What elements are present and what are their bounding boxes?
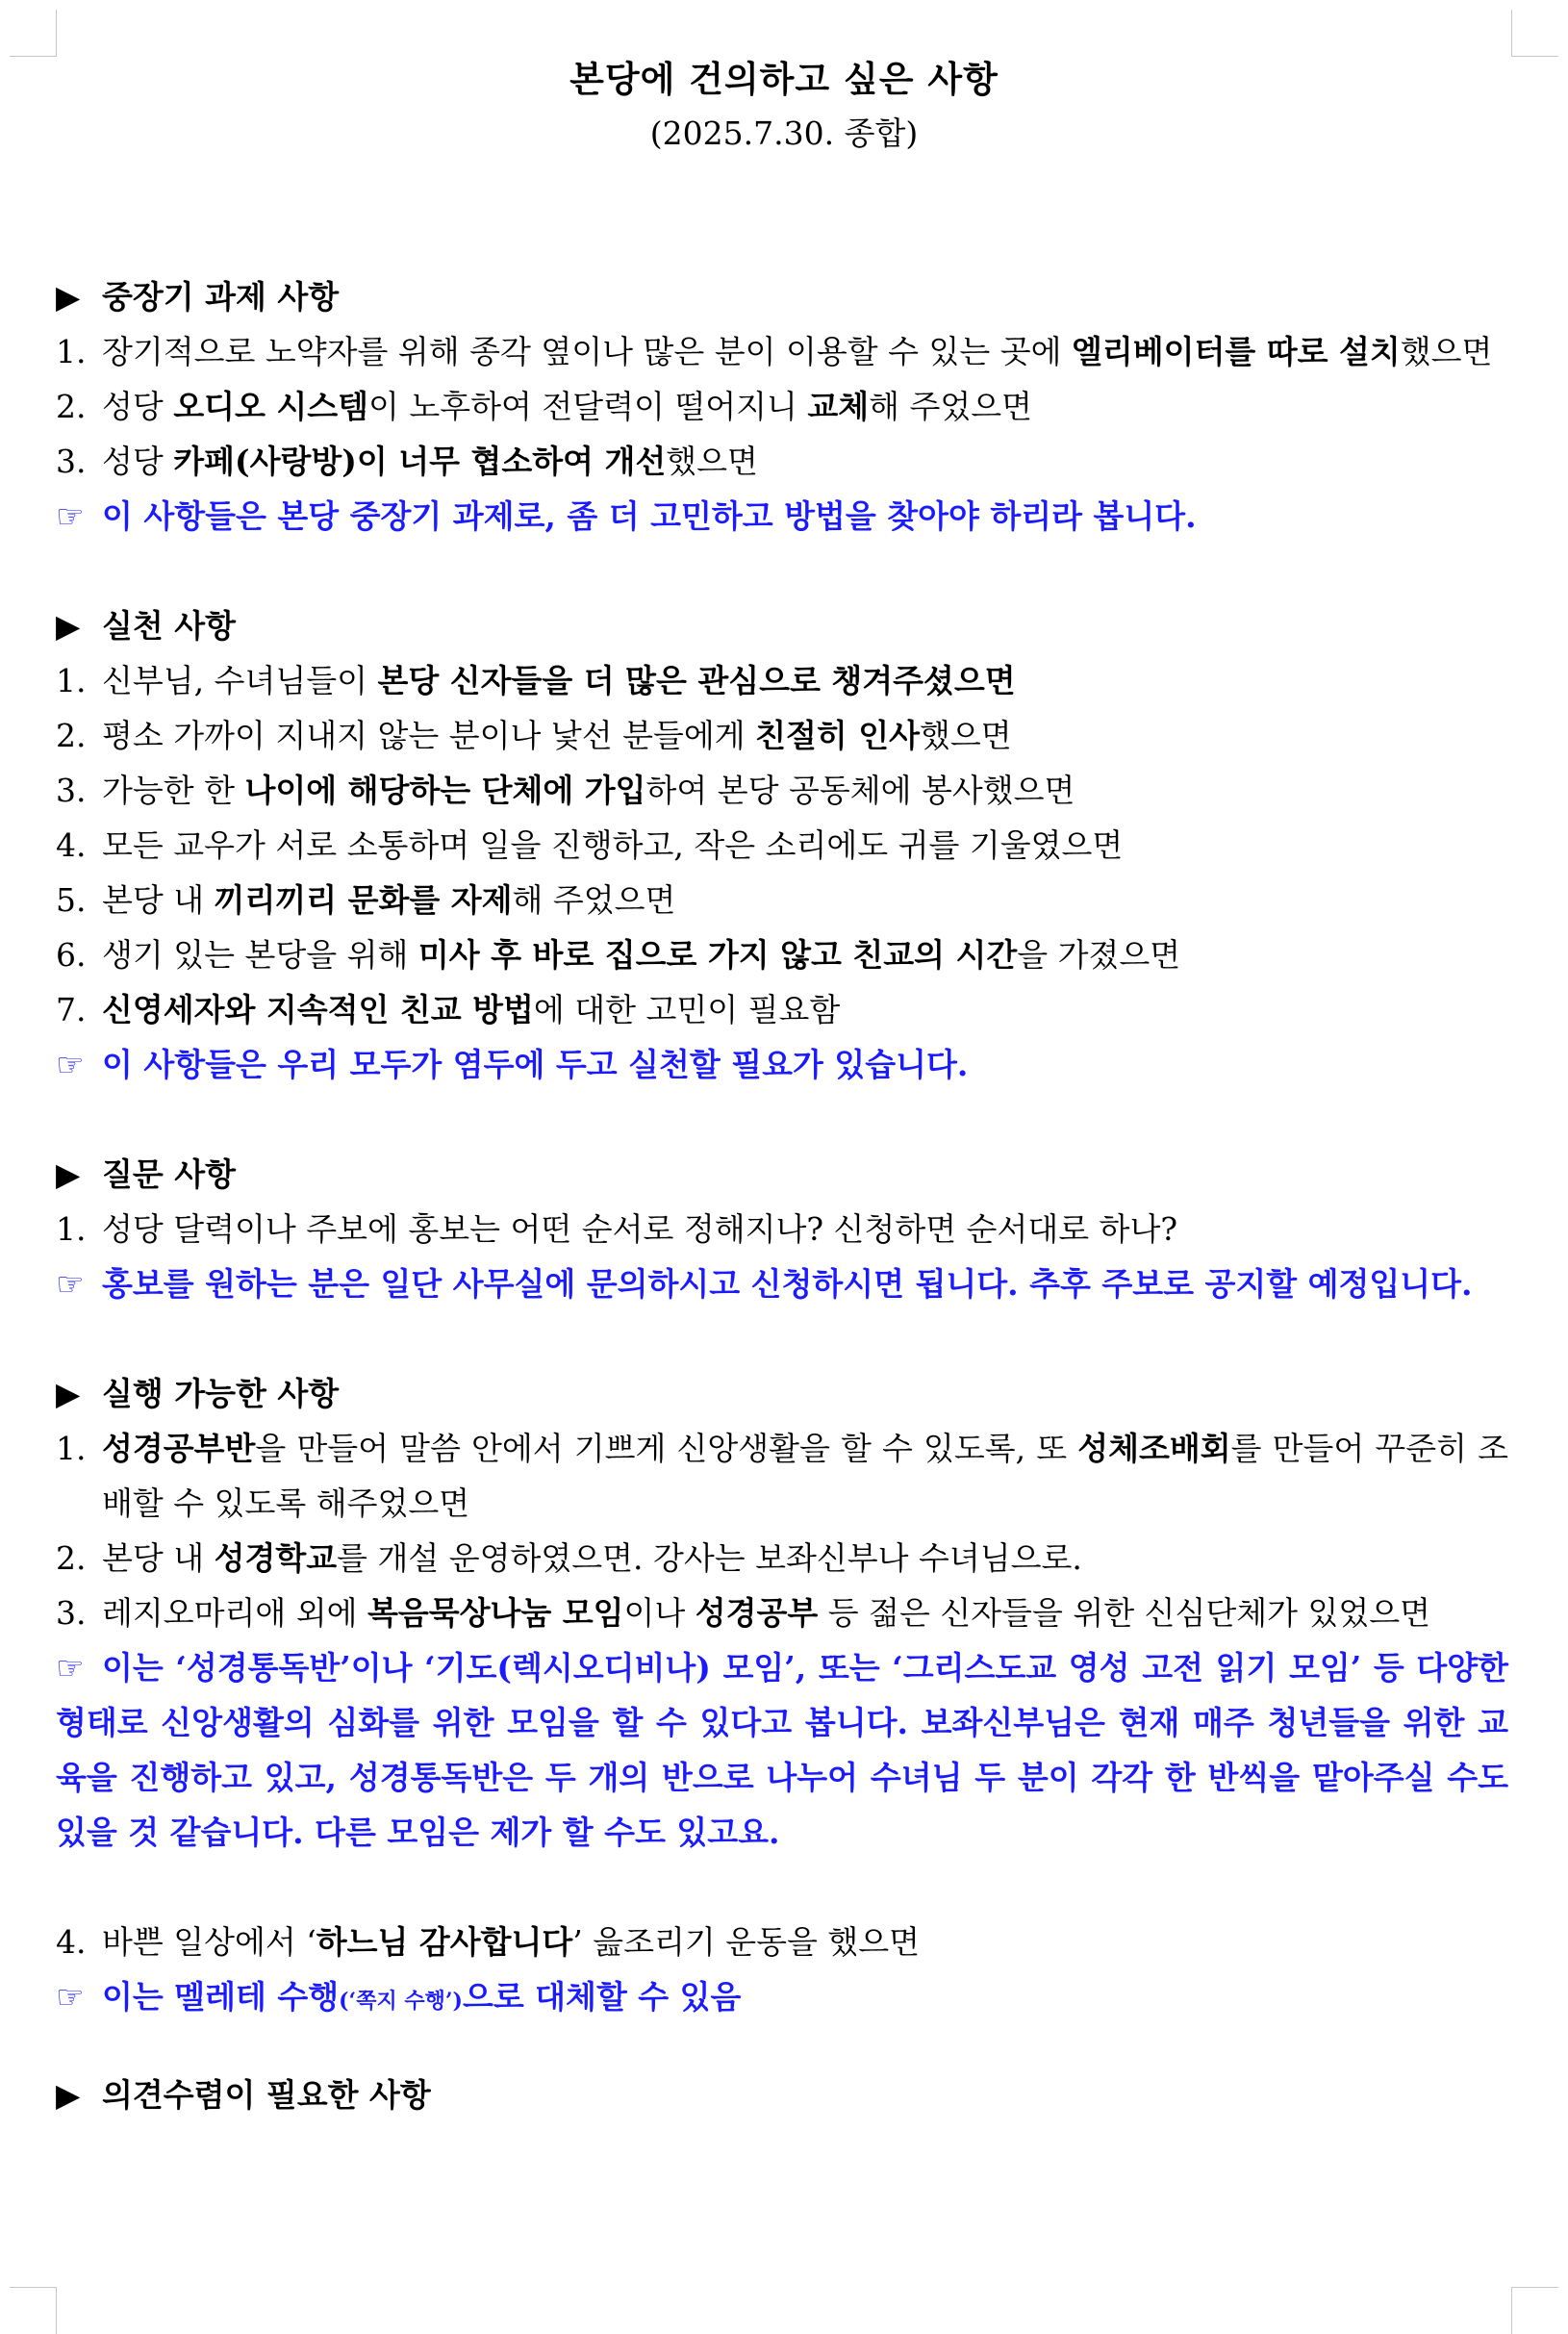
- list-item: 1. 성당 달력이나 주보에 홍보는 어떤 순서로 정해지나? 신청하면 순서대로 하나?: [56, 1210, 1178, 1248]
- list-item: 3. 성당 카페(사랑방)이 너무 협소하여 개선했으면: [56, 443, 758, 480]
- pointing-hand-icon: ☞: [56, 1978, 85, 2016]
- document-body: [56, 269, 1508, 2122]
- triangle-bullet-icon: ▶: [56, 1155, 81, 1193]
- section-heading: ▶ 질문 사항: [56, 1147, 1508, 1202]
- list-item: 3. 레지오마리애 외에 복음묵상나눔 모임이나 성경공부 등 젊은 신자들을 위한 신심단체가 있었으면: [56, 1594, 1431, 1632]
- note-text: ☞ 이 사항들은 본당 중장기 과제로, 좀 더 고민하고 방법을 찾아야 하리라 봅니다.: [56, 489, 1508, 544]
- pointing-hand-icon: ☞: [56, 497, 85, 535]
- section-heading: ▶ 중장기 과제 사항: [56, 269, 1508, 324]
- note-text: ☞ 홍보를 원하는 분은 일단 사무실에 문의하시고 신청하시면 됩니다. 추후 주보로 공지할 예정입니다.: [56, 1256, 1508, 1311]
- note-text: ☞ 이는 ‘성경통독반’이나 ‘기도(렉시오디비나) 모임’, 또는 ‘그리스도교 영성 고전 읽기 모임’ 등 다양한 형태로 신앙생활의 심화를 위한 모임을 할 수 있다고 봅니다. 보좌신부님은 현재 매주 청년들을 위한 교육을 진행하고 있고, 성경통독반은 두 개의 반으로 나누어 수녀님 두 분이 각각 한 반씩을 맡아주실 수도 있을 것 같습니다. 다른 모임은 제가 할 수도 있고요.: [56, 1640, 1508, 1860]
- pointing-hand-icon: ☞: [56, 1649, 85, 1687]
- list-item: 1. 신부님, 수녀님들이 본당 신자들을 더 많은 관심으로 챙겨주셨으면: [56, 662, 1016, 699]
- list-item: 1. 성경공부반을 만들어 말씀 안에서 기쁘게 신앙생활을 할 수 있도록, 또 성체조배회를 만들어 꾸준히 조배할 수 있도록 해주었으면: [56, 1430, 1508, 1522]
- list-item: 4. 모든 교우가 서로 소통하며 일을 진행하고, 작은 소리에도 귀를 기울였으면: [56, 826, 1124, 864]
- list-item: 6. 생기 있는 본당을 위해 미사 후 바로 집으로 가지 않고 친교의 시간을 가졌으면: [56, 936, 1181, 974]
- list-item: 1. 장기적으로 노약자를 위해 종각 옆이나 많은 분이 이용할 수 있는 곳에 엘리베이터를 따로 설치했으면: [56, 333, 1493, 370]
- list-item: 4. 바쁜 일상에서 ‘하느님 감사합니다’ 읊조리기 운동을 했으면: [56, 1923, 921, 1961]
- section-heading: ▶ 실천 사항: [56, 598, 1508, 653]
- page-subtitle: (2025.7.30. 종합): [649, 114, 919, 152]
- page-corner-mark: [10, 2287, 57, 2334]
- triangle-bullet-icon: ▶: [56, 2076, 81, 2114]
- page-title: 본당에 건의하고 싶은 사항: [569, 58, 999, 100]
- page-corner-mark: [1511, 2287, 1558, 2334]
- triangle-bullet-icon: ▶: [56, 278, 81, 316]
- list-item: 2. 본당 내 성경학교를 개설 운영하였으면. 강사는 보좌신부나 수녀님으로.: [56, 1539, 1082, 1577]
- list-item: 2. 성당 오디오 시스템이 노후하여 전달력이 떨어지니 교체해 주었으면: [56, 388, 1033, 425]
- triangle-bullet-icon: ▶: [56, 607, 81, 645]
- section-heading: ▶ 실행 가능한 사항: [56, 1366, 1508, 1421]
- list-item: 3. 가능한 한 나이에 해당하는 단체에 가입하여 본당 공동체에 봉사했으면: [56, 772, 1075, 809]
- section-heading: ▶ 의견수렴이 필요한 사항: [56, 2068, 1508, 2122]
- triangle-bullet-icon: ▶: [56, 1375, 81, 1412]
- note-text: ☞ 이 사항들은 우리 모두가 염두에 두고 실천할 필요가 있습니다.: [56, 1037, 1508, 1092]
- note-text: ☞ 이는 멜레테 수행(‘쪽지 수행’)으로 대체할 수 있음: [56, 1969, 1508, 2029]
- list-item: 7. 신영세자와 지속적인 친교 방법에 대한 고민이 필요함: [56, 991, 841, 1028]
- list-item: 5. 본당 내 끼리끼리 문화를 자제해 주었으면: [56, 881, 676, 919]
- pointing-hand-icon: ☞: [56, 1265, 85, 1303]
- list-item: 2. 평소 가까이 지내지 않는 분이나 낯선 분들에게 친절히 인사했으면: [56, 717, 1012, 754]
- pointing-hand-icon: ☞: [56, 1046, 85, 1083]
